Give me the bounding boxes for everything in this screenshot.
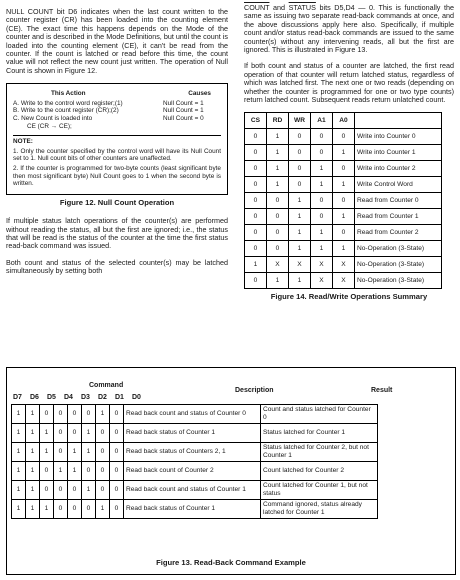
table-row [12,481,378,500]
bit-cell: 0 [110,443,124,462]
operation-cell: No-Operation (3-State) [355,257,442,273]
bit-cell: 0 [54,424,68,443]
table-row [245,145,442,161]
table-row [245,129,442,145]
signal-cell: 1 [289,273,311,289]
signal-cell: 0 [333,193,355,209]
note-1: 1. Only the counter specified by the control word will have its Null Count set to 1. Null count bits of other counters are unaffected. [13,147,221,163]
this-action-header: This Action [51,90,86,98]
signal-cell: 0 [245,193,267,209]
table-row [245,241,442,257]
signal-cell: 0 [311,145,333,161]
causes-header: Causes [188,90,211,98]
signal-cell: 1 [311,225,333,241]
bit-cell: 1 [40,424,54,443]
signal-cell: 1 [289,209,311,225]
note-title: NOTE: [13,138,33,146]
signal-cell: 1 [333,145,355,161]
bit-cell: 0 [96,462,110,481]
wr-header: WR [289,113,311,129]
bit-header: D2 [98,394,107,401]
signal-cell: 0 [333,161,355,177]
figure-12-row [13,123,221,131]
result-cell: Status latched for Counter 1 [261,424,378,443]
rd-header: RD [267,113,289,129]
signal-cell: 0 [267,209,289,225]
signal-cell: X [333,273,355,289]
table-header-row [245,113,442,129]
bit-cell: 0 [82,500,96,519]
bit-header: D0 [132,394,141,401]
bit-cell: 0 [68,500,82,519]
figure-12-row [13,100,221,108]
description-cell: Read back status of Counter 1 [124,424,261,443]
signal-cell: 0 [311,129,333,145]
signal-cell: 1 [289,225,311,241]
bit-cell: 1 [12,500,26,519]
signal-cell: 1 [267,129,289,145]
operation-header [355,113,442,129]
signal-cell: 1 [311,177,333,193]
signal-cell: 1 [333,177,355,193]
signal-cell: X [311,273,333,289]
table-row [245,225,442,241]
signal-cell: 1 [267,161,289,177]
table-row [12,500,378,519]
figure-13-box [6,367,456,575]
both-count-paragraph: Both count and status of the selected counter(s) may be latched simultaneously by setting both [6,257,228,276]
signal-cell: 1 [267,273,289,289]
result-cell: Count latched for Counter 2 [261,462,378,481]
bit-cell: 1 [96,500,110,519]
signal-cell: 1 [333,209,355,225]
signal-cell: 0 [289,177,311,193]
result-header: Result [371,387,393,394]
table-row [245,209,442,225]
bit-cell: 1 [96,405,110,424]
bit-cell: 1 [26,500,40,519]
signal-cell: 1 [267,177,289,193]
bit-cell: 1 [54,462,68,481]
figure-12-notes [13,135,221,188]
signal-cell: 0 [245,209,267,225]
bit-cell: 1 [82,481,96,500]
signal-cell: X [333,257,355,273]
signal-cell: 1 [245,257,267,273]
operation-cell: No-Operation (3-State) [355,241,442,257]
figure-12-caption: Figure 12. Null Count Operation [59,197,175,207]
bit-cell: 0 [40,481,54,500]
bit-header: D7 [13,394,22,401]
bit-cell: 0 [40,462,54,481]
a1-header: A1 [311,113,333,129]
bit-cell: 0 [68,405,82,424]
result-cell: Count and status latched for Counter 0 [261,405,378,424]
signal-cell: 0 [333,129,355,145]
signal-cell: 0 [245,273,267,289]
signal-cell: 0 [267,241,289,257]
signal-cell: 1 [289,193,311,209]
signal-cell: 0 [245,145,267,161]
signal-cell: 0 [333,225,355,241]
and-word: and [273,3,286,12]
bit-cell: 0 [110,424,124,443]
bit-header: D6 [30,394,39,401]
action-text: C. New Count is loaded into [13,115,93,123]
figure-12-row [13,107,221,115]
signal-cell: 0 [289,129,311,145]
result-cell: Command ignored, status already latched for Counter 1 [261,500,378,519]
signal-cell: X [311,257,333,273]
bit-cell: 0 [96,443,110,462]
read-back-table-body [12,405,378,519]
command-header: Command [89,382,124,389]
signal-cell: 0 [267,193,289,209]
operation-cell: No-Operation (3-State) [355,273,442,289]
signal-cell: 0 [289,145,311,161]
signal-cell: 1 [311,161,333,177]
bit-cell: 0 [68,481,82,500]
count-status-paragraph [244,4,454,54]
bit-cell: 0 [54,405,68,424]
multiple-status-paragraph: If multiple status latch operations of the counter(s) are performed without reading the status, all but the first are ignored; i.e., the status that will be read is the status of the counter at the time the first status read-back command was issued. [6,216,228,251]
bit-header: D3 [81,394,90,401]
count-status-text: bits D5,D4 — 0. This is functionally the same as issuing two separate read-back commands at once, and the above discussions apply here also. Specifically, if multiple count and/or status read-back commands are issued to the same counter(s) without any intervening reads, all but the first are ignored. This is illustrated in Figure 13. [244,3,454,55]
action-text: CE (CR → CE); [27,122,72,130]
bit-cell: 1 [12,481,26,500]
figure-14-caption: Figure 14. Read/Write Operations Summary [270,292,428,302]
description-cell: Read back count and status of Counter 1 [124,481,261,500]
bit-cell: 0 [82,405,96,424]
bit-cell: 0 [96,481,110,500]
description-cell: Read back count of Counter 2 [124,462,261,481]
bit-header: D4 [64,394,73,401]
bit-cell: 0 [54,443,68,462]
signal-cell: 0 [289,161,311,177]
table-row [12,462,378,481]
signal-cell: 0 [245,225,267,241]
description-header: Description [235,387,274,394]
bit-cell: 1 [12,443,26,462]
operation-cell: Read from Counter 2 [355,225,442,241]
operation-cell: Read from Counter 1 [355,209,442,225]
bit-cell: 0 [82,462,96,481]
result-cell: Status latched for Counter 2, but not Counter 1 [261,443,378,462]
bit-cell: 0 [96,424,110,443]
latched-paragraph: If both count and status of a counter are latched, the first read operation of that counter will return latched status, regardless of which was latched first. The next one or two reads (depending on whether the counter is programmed for one or two type counts) return latched count. Subsequent reads return unlatched count. [244,61,454,105]
operation-cell: Write into Counter 2 [355,161,442,177]
bit-cell: 1 [26,424,40,443]
signal-cell: X [267,257,289,273]
bit-cell: 0 [110,481,124,500]
bit-cell: 1 [68,443,82,462]
table-row [12,424,378,443]
bit-cell: 1 [12,424,26,443]
bit-cell: 1 [40,443,54,462]
table-row [245,161,442,177]
table-row [245,177,442,193]
table-row [245,273,442,289]
read-write-table [244,112,442,289]
operation-cell: Write into Counter 1 [355,145,442,161]
result-cell: Count latched for Counter 1, but not status [261,481,378,500]
table-row [12,443,378,462]
signal-cell: 1 [267,145,289,161]
bit-cell: 0 [54,481,68,500]
figure-13-caption: Figure 13. Read-Back Command Example [156,558,306,567]
signal-cell: 1 [289,241,311,257]
description-cell: Read back status of Counters 2, 1 [124,443,261,462]
signal-cell: 0 [311,209,333,225]
bit-cell: 0 [110,500,124,519]
bit-cell: 0 [54,500,68,519]
cs-header: CS [245,113,267,129]
note-2: 2. If the counter is programmed for two-byte counts (least significant byte then most significant byte) Null Count goes to 1 when the second byte is written. [13,165,221,188]
signal-cell: 1 [311,241,333,257]
cause-text: Null Count = 1 [163,99,204,107]
bit-cell: 1 [68,462,82,481]
bit-cell: 0 [68,424,82,443]
signal-cell: X [289,257,311,273]
signal-cell: 0 [245,177,267,193]
signal-cell: 0 [245,161,267,177]
figure-12-row [13,115,221,123]
action-text: B. Write to the count register (CR);(2) [13,107,119,115]
bit-cell: 1 [26,405,40,424]
signal-cell: 0 [311,193,333,209]
bit-cell: 1 [26,443,40,462]
bit-cell: 0 [110,462,124,481]
signal-cell: 1 [333,241,355,257]
bit-cell: 1 [26,481,40,500]
null-count-paragraph: NULL COUNT bit D6 indicates when the last count written to the counter register (CR) has been loaded into the counting element (CE). The exact time this happens depends on the Mode of the counter and is described in the Mode Definitions, but until the count is loaded into the counting element (CE), it can't be read from the counter. If the count is latched or read before this time, the count value will not reflect the new count just written. The operation of Null Count is shown in Figure 12. [6,7,228,75]
bit-cell: 1 [82,443,96,462]
bit-cell: 1 [12,405,26,424]
signal-cell: 0 [267,225,289,241]
bit-cell: 0 [40,405,54,424]
status-bit-label: STATUS [288,3,316,12]
cause-text [163,123,221,131]
table-row [245,257,442,273]
read-write-table-body [245,129,442,289]
signal-cell: 0 [245,241,267,257]
operation-cell: Write into Counter 0 [355,129,442,145]
signal-cell: 0 [245,129,267,145]
bit-header: D1 [115,394,124,401]
operation-cell: Read from Counter 0 [355,193,442,209]
bit-header: D5 [47,394,56,401]
read-back-table [11,404,378,519]
right-column [244,4,454,312]
cause-text: Null Count = 0 [163,115,204,123]
cause-text: Null Count = 1 [163,107,204,115]
description-cell: Read back status of Counter 1 [124,500,261,519]
bit-cell: 1 [40,500,54,519]
figure-12-header [51,90,211,98]
table-row [12,405,378,424]
bit-cell: 0 [110,405,124,424]
action-text: A. Write to the control word register;(1) [13,99,123,107]
description-cell: Read back count and status of Counter 0 [124,405,261,424]
bit-cell: 1 [82,424,96,443]
a0-header: A0 [333,113,355,129]
operation-cell: Write Control Word [355,177,442,193]
left-column [6,8,228,284]
count-bit-label: COUNT [244,3,270,12]
figure-12-box [6,83,228,195]
bit-cell: 1 [26,462,40,481]
bit-cell: 1 [12,462,26,481]
table-row [245,193,442,209]
